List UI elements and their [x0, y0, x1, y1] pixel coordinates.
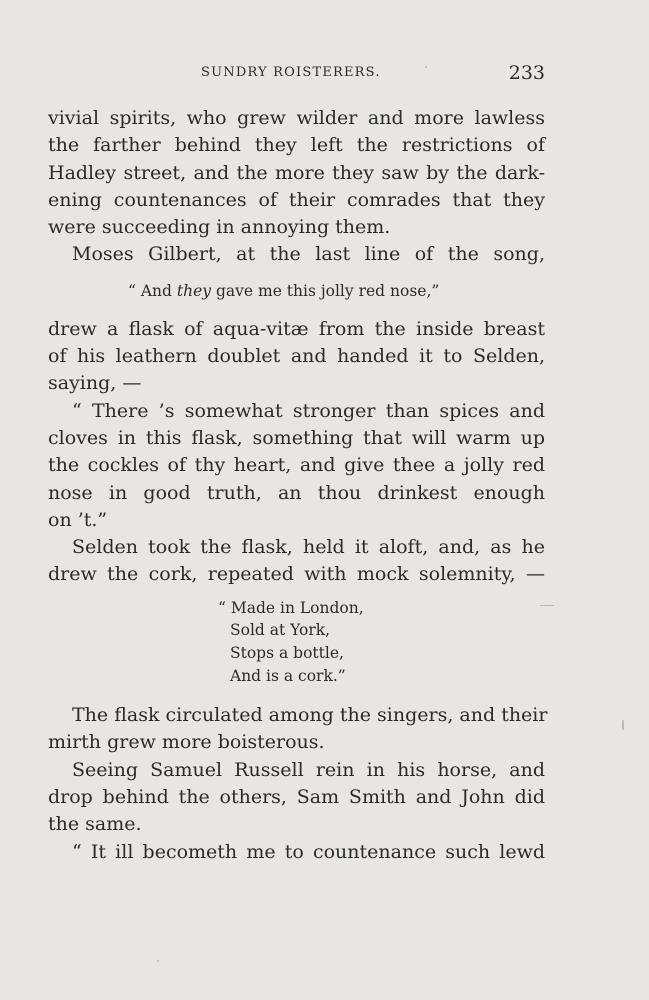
text-line: Seeing Samuel Russell rein in his horse, and	[72, 758, 545, 781]
text-line: the cockles of thy heart, and give thee a jolly red	[48, 454, 545, 477]
text-line: mirth grew more boisterous.	[48, 731, 325, 754]
song-quote-before: “ And	[128, 281, 177, 300]
verse-line: Sold at York,	[230, 621, 331, 640]
song-quote-after: gave me this jolly red nose,”	[211, 281, 440, 300]
text-line: drew the cork, repeated with mock solemnity, —	[48, 563, 545, 586]
text-line: were succeeding in annoying them.	[48, 216, 391, 239]
verse-line: And is a cork.”	[230, 666, 346, 685]
text-line: ening countenances of their comrades that they	[48, 188, 545, 211]
paper-speck	[622, 720, 624, 730]
text-line: “ It ill becometh me to countenance such lewd	[72, 840, 545, 863]
text-line: drew a flask of aqua-vitæ from the inside breast	[48, 317, 545, 340]
text-line: Hadley street, and the more they saw by the dark-	[48, 161, 545, 184]
paper-speck	[425, 66, 427, 68]
page-number: 233	[508, 62, 545, 84]
verse-line: “ Made in London,	[218, 598, 364, 617]
verse-block	[48, 597, 545, 687]
song-quote	[48, 279, 545, 303]
text-line: the same.	[48, 813, 142, 836]
text-line: of his leathern doublet and handed it to Selden,	[48, 345, 545, 368]
body-text	[48, 105, 548, 866]
paper-speck	[540, 605, 554, 606]
page-header	[0, 62, 649, 86]
text-line: vivial spirits, who grew wilder and more lawless	[48, 107, 545, 129]
text-line: drop behind the others, Sam Smith and John did	[48, 786, 545, 809]
text-line: nose in good truth, an thou drinkest enough	[48, 481, 545, 504]
text-line: on ’t.”	[48, 508, 108, 531]
text-line: “ There ’s somewhat stronger than spices and	[72, 399, 545, 422]
text-line: Moses Gilbert, at the last line of the song,	[72, 243, 545, 266]
text-line: The flask circulated among the singers, and their	[72, 704, 548, 727]
running-head: SUNDRY ROISTERERS.	[201, 65, 381, 80]
text-line: saying, —	[48, 372, 142, 395]
paper-speck	[157, 960, 159, 962]
text-line: the farther behind they left the restrictions of	[48, 134, 545, 157]
song-quote-italic: they	[176, 281, 212, 300]
text-line: Selden took the flask, held it aloft, and, as he	[72, 536, 545, 559]
text-line: cloves in this flask, something that will warm up	[48, 426, 545, 449]
verse-line: Stops a bottle,	[230, 643, 344, 662]
